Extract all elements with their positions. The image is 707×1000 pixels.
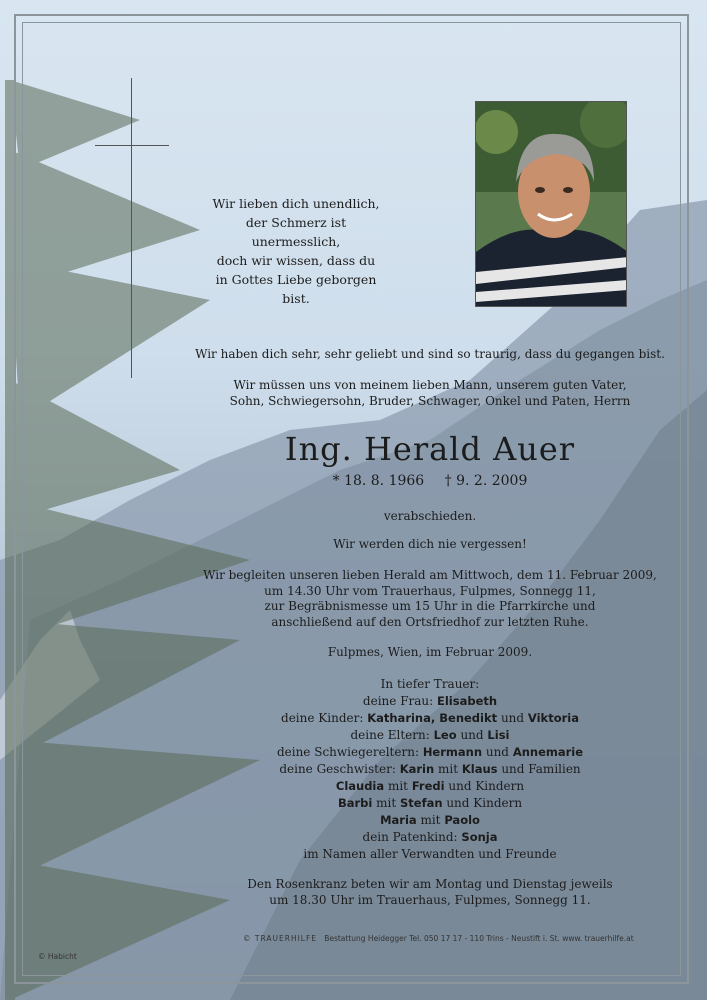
place-date-line: Fulpmes, Wien, im Februar 2009.	[327, 645, 533, 659]
intro-text-1	[170, 347, 690, 363]
mourner-line	[170, 693, 690, 710]
portrait-photo	[475, 101, 627, 307]
mourner-name: Claudia	[335, 779, 385, 793]
mourner-text: deine Eltern:	[350, 728, 434, 742]
poem-line: in Gottes Liebe geborgen bist.	[215, 272, 377, 306]
mourner-line	[170, 727, 690, 744]
mourner-name: Sonja	[461, 830, 498, 844]
footer-brand: © TRAUERHILFE	[243, 934, 318, 943]
mourner-name: Elisabeth	[437, 694, 498, 708]
mourner-text: dein Patenkind:	[362, 830, 462, 844]
mourner-text: deine Frau:	[362, 694, 437, 708]
mourner-text: und	[456, 728, 488, 742]
mourner-name: Leo	[433, 728, 457, 742]
intro-line: Sohn, Schwiegersohn, Bruder, Schwager, Onkel und Paten, Herrn	[229, 393, 631, 408]
cross-icon	[131, 78, 132, 378]
mourner-line	[170, 829, 690, 846]
mourner-text: mit	[434, 762, 462, 776]
funeral-line: um 14.30 Uhr vom Trauerhaus, Fulpmes, Sonnegg 11,	[264, 583, 596, 598]
mourner-name: Stefan	[399, 796, 443, 810]
birth-date: * 18. 8. 1966	[332, 473, 425, 489]
funeral-line: Wir begleiten unseren lieben Herald am Mittwoch, dem 11. Februar 2009,	[203, 568, 657, 582]
mourner-text: deine Schwiegereltern:	[276, 745, 423, 759]
rosary-text	[170, 877, 690, 908]
mourner-name: Barbi	[337, 796, 373, 810]
mourner-text: und Familien	[497, 762, 581, 776]
place-date	[170, 645, 690, 661]
mourner-name: Annemarie	[512, 745, 584, 759]
mourner-name: Hermann	[422, 745, 483, 759]
mourner-line	[170, 778, 690, 795]
mourner-text: mit	[416, 813, 445, 827]
mourner-text: und	[482, 745, 513, 759]
mourner-text: mit	[384, 779, 412, 793]
intro-line: Wir müssen uns von meinem lieben Mann, unserem guten Vater,	[233, 378, 627, 392]
funeral-details	[170, 568, 690, 630]
mourners-list	[170, 693, 690, 863]
intro-line: Wir haben dich sehr, sehr geliebt und sind so traurig, dass du gegangen bist.	[195, 347, 665, 361]
mourner-text: mit	[372, 796, 400, 810]
mourner-line	[170, 710, 690, 727]
farewell-line: verabschieden.	[383, 509, 477, 523]
footer-text: Bestattung Heidegger Tel. 050 17 17 - 110 Trins - Neustift i. St. www. trauerhilfe.at	[324, 934, 634, 943]
mourner-text: im Namen aller Verwandten und Freunde	[303, 847, 557, 861]
mourners-block	[170, 676, 690, 863]
never-forget-line: Wir werden dich nie vergessen!	[333, 537, 527, 551]
mourner-text: deine Kinder:	[281, 711, 368, 725]
footer	[243, 934, 663, 943]
mourner-name: Klaus	[461, 762, 498, 776]
mourner-name: Paolo	[444, 813, 480, 827]
mourner-line	[170, 744, 690, 761]
mourner-line	[170, 761, 690, 778]
mourner-text: deine Geschwister:	[279, 762, 400, 776]
poem-line: Wir lieben dich unendlich,	[212, 196, 380, 211]
mourner-name: Katharina, Benedikt	[367, 711, 498, 725]
mourner-line	[170, 795, 690, 812]
photo-credit: © Habicht	[38, 952, 77, 961]
mourner-name: Fredi	[411, 779, 445, 793]
never-forget-text	[170, 537, 690, 553]
mourner-text: und	[497, 711, 528, 725]
rosary-line: Den Rosenkranz beten wir am Montag und Dienstag jeweils	[247, 877, 613, 891]
mourner-line	[170, 812, 690, 829]
mourner-line	[170, 846, 690, 863]
mourner-text: und Kindern	[444, 779, 525, 793]
mourner-name: Viktoria	[527, 711, 579, 725]
farewell-text	[170, 509, 690, 525]
mourner-name: Lisi	[487, 728, 510, 742]
life-dates	[170, 473, 690, 489]
mourning-intro: In tiefer Trauer:	[380, 677, 480, 691]
cross-bar	[95, 145, 169, 146]
poem	[206, 194, 386, 308]
mourner-name: Maria	[380, 813, 417, 827]
poem-line: der Schmerz ist unermesslich,	[245, 215, 347, 249]
death-date: † 9. 2. 2009	[444, 473, 528, 489]
deceased-name: Ing. Herald Auer	[284, 430, 576, 468]
funeral-line: zur Begräbnismesse um 15 Uhr in die Pfarrkirche und	[264, 599, 596, 613]
mourner-text: und Kindern	[442, 796, 523, 810]
rosary-line: um 18.30 Uhr im Trauerhaus, Fulpmes, Sonnegg 11.	[269, 892, 591, 907]
funeral-line: anschließend auf den Ortsfriedhof zur letzten Ruhe.	[271, 614, 589, 629]
intro-text-2	[170, 378, 690, 409]
mourner-name: Karin	[399, 762, 435, 776]
poem-line: doch wir wissen, dass du	[216, 253, 376, 268]
